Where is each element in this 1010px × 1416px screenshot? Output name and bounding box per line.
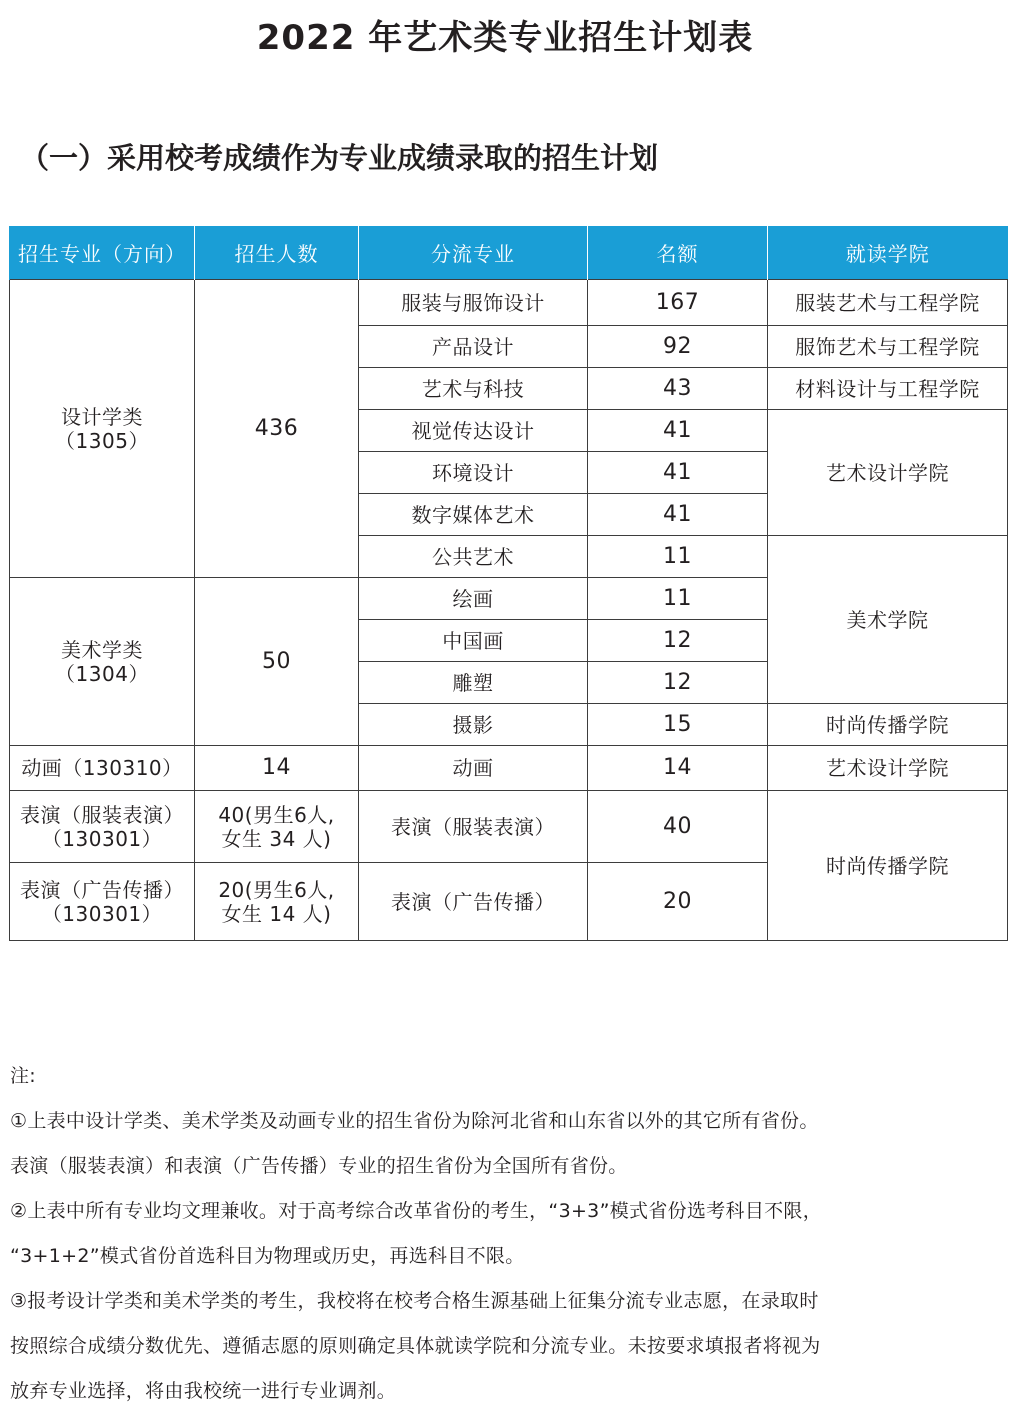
note-line: 放弃专业选择，将由我校统一进行专业调剂。 xyxy=(10,1380,397,1402)
major-cell xyxy=(10,280,195,578)
section-heading: （一）采用校考成绩作为专业成绩录取的招生计划 xyxy=(20,141,659,175)
college-cell: 艺术设计学院 xyxy=(768,410,1008,536)
quota-cell: 20 xyxy=(588,863,768,941)
sub-major-cell: 产品设计 xyxy=(359,326,588,368)
note-line: ①上表中设计学类、美术学类及动画专业的招生省份为除河北省和山东省以外的其它所有省份。 xyxy=(10,1110,819,1132)
major-code: （1304） xyxy=(55,661,149,686)
note-line: “3+1+2”模式省份首选科目为物理或历史，再选科目不限。 xyxy=(10,1245,525,1267)
quota-cell: 41 xyxy=(588,494,768,536)
count-cell: 436 xyxy=(195,280,359,578)
sub-major-cell: 公共艺术 xyxy=(359,536,588,578)
page-title: 2022 年艺术类专业招生计划表 xyxy=(256,18,754,58)
header-college: 就读学院 xyxy=(768,226,1008,280)
count-cell xyxy=(195,863,359,941)
enrollment-plan-table xyxy=(9,226,1008,941)
quota-cell: 92 xyxy=(588,326,768,368)
header-major: 招生专业（方向） xyxy=(10,226,195,280)
header-quota: 名额 xyxy=(588,226,768,280)
sub-major-cell: 动画 xyxy=(359,746,588,791)
quota-cell: 12 xyxy=(588,662,768,704)
count-cell: 14 xyxy=(195,746,359,791)
college-cell: 艺术设计学院 xyxy=(768,746,1008,791)
count-line: 女生 14 人) xyxy=(221,901,332,926)
major-cell xyxy=(10,578,195,746)
notes-label: 注: xyxy=(10,1065,37,1087)
major-name: 表演（服装表演） xyxy=(20,802,184,827)
notes-section xyxy=(10,1054,1000,1414)
count-line: 20(男生6人, xyxy=(218,877,335,902)
sub-major-cell: 数字媒体艺术 xyxy=(359,494,588,536)
college-cell: 时尚传播学院 xyxy=(768,704,1008,746)
table-row xyxy=(10,280,1008,326)
sub-major-cell: 中国画 xyxy=(359,620,588,662)
college-cell: 服装艺术与工程学院 xyxy=(768,280,1008,326)
quota-cell: 11 xyxy=(588,536,768,578)
count-line: 女生 34 人) xyxy=(221,826,332,851)
header-sub-major: 分流专业 xyxy=(359,226,588,280)
major-name: 表演（广告传播） xyxy=(20,877,184,902)
count-cell: 50 xyxy=(195,578,359,746)
sub-major-cell: 表演（广告传播） xyxy=(359,863,588,941)
sub-major-cell: 环境设计 xyxy=(359,452,588,494)
table-row xyxy=(10,791,1008,863)
quota-cell: 14 xyxy=(588,746,768,791)
major-cell xyxy=(10,863,195,941)
sub-major-cell: 雕塑 xyxy=(359,662,588,704)
quota-cell: 41 xyxy=(588,410,768,452)
college-cell: 材料设计与工程学院 xyxy=(768,368,1008,410)
major-cell xyxy=(10,791,195,863)
college-cell: 时尚传播学院 xyxy=(768,791,1008,941)
quota-cell: 43 xyxy=(588,368,768,410)
quota-cell: 11 xyxy=(588,578,768,620)
table-header-row xyxy=(10,226,1008,280)
note-line: ③报考设计学类和美术学类的考生，我校将在校考合格生源基础上征集分流专业志愿，在录取时 xyxy=(10,1290,819,1312)
count-cell xyxy=(195,791,359,863)
sub-major-cell: 表演（服装表演） xyxy=(359,791,588,863)
note-line: ②上表中所有专业均文理兼收。对于高考综合改革省份的考生，“3+3”模式省份选考科目不限， xyxy=(10,1200,823,1222)
sub-major-cell: 艺术与科技 xyxy=(359,368,588,410)
sub-major-cell: 视觉传达设计 xyxy=(359,410,588,452)
quota-cell: 40 xyxy=(588,791,768,863)
note-line: 按照综合成绩分数优先、遵循志愿的原则确定具体就读学院和分流专业。未按要求填报者将视为 xyxy=(10,1335,821,1357)
sub-major-cell: 摄影 xyxy=(359,704,588,746)
note-line: 表演（服装表演）和表演（广告传播）专业的招生省份为全国所有省份。 xyxy=(10,1155,628,1177)
major-code: （130301） xyxy=(41,826,163,851)
quota-cell: 167 xyxy=(588,280,768,326)
count-line: 40(男生6人, xyxy=(218,802,335,827)
header-count: 招生人数 xyxy=(195,226,359,280)
college-cell: 美术学院 xyxy=(768,536,1008,704)
quota-cell: 41 xyxy=(588,452,768,494)
sub-major-cell: 服装与服饰设计 xyxy=(359,280,588,326)
major-cell: 动画（130310） xyxy=(10,746,195,791)
quota-cell: 12 xyxy=(588,620,768,662)
sub-major-cell: 绘画 xyxy=(359,578,588,620)
quota-cell: 15 xyxy=(588,704,768,746)
table-row xyxy=(10,746,1008,791)
major-name: 设计学类 xyxy=(61,404,143,429)
major-code: （130301） xyxy=(41,901,163,926)
college-cell: 服饰艺术与工程学院 xyxy=(768,326,1008,368)
major-code: （1305） xyxy=(55,428,149,453)
major-name: 美术学类 xyxy=(61,637,143,662)
